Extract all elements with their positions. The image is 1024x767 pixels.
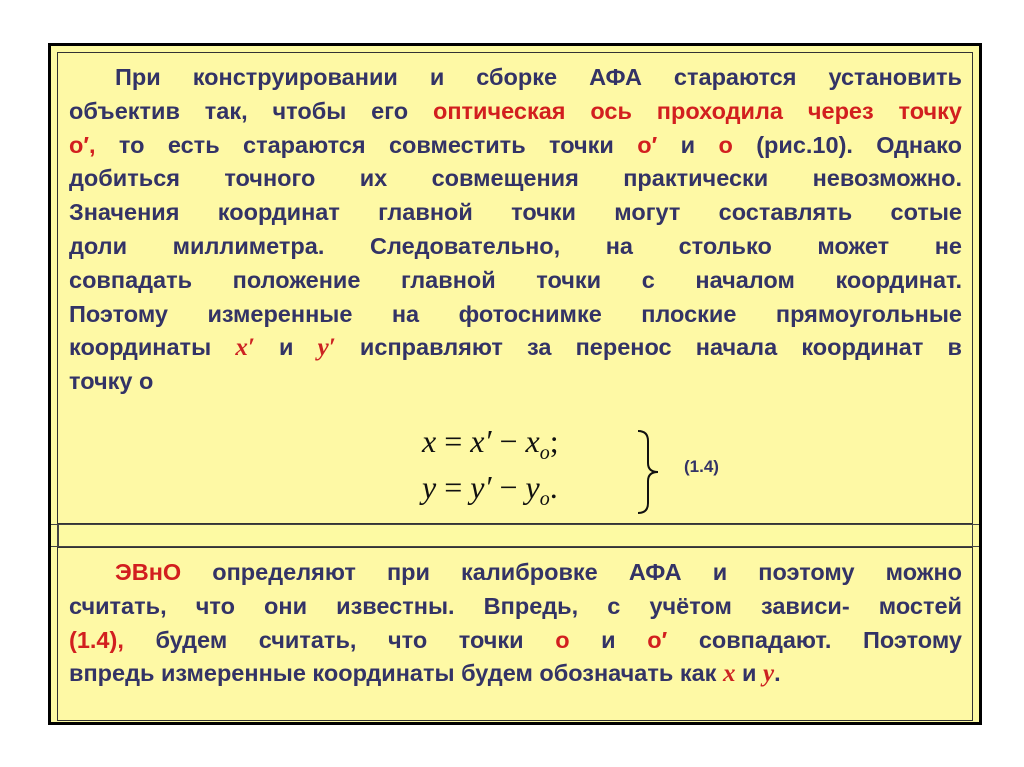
p1-text: (рис.10). Однако: [732, 131, 962, 158]
equation-number: (1.4): [684, 457, 719, 476]
p1-line-10: точку о: [69, 368, 154, 395]
formula-subscript: o: [539, 488, 550, 510]
var-x-prime: x′: [235, 334, 255, 362]
highlight-optical-axis: оптическая ось проходила через точку: [432, 97, 962, 124]
formula-subscript: o: [539, 442, 550, 464]
formula-symbol: −: [491, 469, 526, 505]
p1-text: объектив так, чтобы его: [69, 97, 433, 124]
p2-text: будем считать, что точки: [123, 626, 556, 653]
p1-line-6: доли миллиметра. Следовательно, на столько может не: [69, 232, 962, 259]
formula-symbol: =: [436, 423, 471, 459]
paragraph-2: [69, 556, 962, 691]
p1-line-8: Поэтому измеренные на фотоснимке плоские прямоугольные: [69, 300, 962, 327]
p1-text: то есть стараются совместить точки: [95, 131, 638, 158]
p2-line-4: [69, 657, 962, 691]
p1-text: исправляют за перенос начала координат в: [335, 334, 962, 361]
p2-line-2: считать, что они известны. Впредь, с учётом зависи- мостей: [69, 592, 962, 619]
p1-text: и: [657, 131, 719, 158]
highlight-point-o-prime: о′: [647, 626, 668, 653]
right-brace-icon: [634, 429, 664, 515]
p2-text: и: [569, 626, 648, 653]
highlight-point-o: о: [718, 131, 733, 158]
p2-text: совпадают. Поэтому: [667, 626, 962, 653]
p2-line-1: [69, 556, 962, 590]
formula-symbol: x: [422, 423, 437, 459]
p1-text: координаты: [69, 334, 236, 361]
formula-1-4: [422, 423, 742, 523]
var-x: x: [722, 660, 736, 688]
bottom-text-panel: [57, 547, 973, 721]
p2-text: определяют при калибровке АФА и поэтому можно: [181, 559, 962, 585]
p2-text: .: [774, 660, 781, 687]
formula-row-x: [422, 423, 559, 465]
highlight-point-o-prime: о′,: [69, 131, 96, 158]
p1-line-5: Значения координат главной точки могут составлять сотые: [69, 199, 962, 226]
formula-symbol: =: [436, 469, 471, 505]
p1-line-3: [69, 129, 962, 163]
highlight-point-o-prime: о′: [637, 131, 658, 158]
var-y: y: [763, 660, 775, 688]
highlight-eq-ref: (1.4),: [69, 626, 124, 653]
formula-row-y: [422, 469, 558, 511]
formula-symbol: −: [491, 423, 526, 459]
divider-tick: [57, 525, 59, 546]
var-y-prime: y′: [317, 334, 336, 362]
formula-symbol: y′: [470, 469, 492, 505]
top-text-panel: [57, 52, 973, 524]
p1-line-9: [69, 331, 962, 365]
formula-symbol: y: [525, 469, 540, 505]
p1-line-1: При конструировании и сборке АФА стараются установить: [115, 64, 962, 90]
p2-text: и: [735, 660, 763, 687]
formula-symbol: ;: [549, 423, 559, 459]
divider-tick: [972, 525, 974, 546]
p1-line-7: совпадать положение главной точки с началом координат.: [69, 266, 962, 293]
panel-divider: [51, 524, 979, 547]
highlight-evno: ЭВнО: [115, 559, 182, 585]
formula-symbol: .: [549, 469, 558, 505]
highlight-point-o: о: [555, 626, 570, 653]
paragraph-1: [69, 61, 962, 399]
p2-line-3: [69, 624, 962, 658]
formula-symbol: y: [422, 469, 437, 505]
p1-line-2: [69, 95, 962, 129]
formula-symbol: x: [525, 423, 540, 459]
p2-text: впредь измеренные координаты будем обозначать как: [69, 660, 723, 687]
p1-text: и: [254, 334, 318, 361]
slide-frame: [48, 43, 982, 725]
formula-symbol: x′: [470, 423, 492, 459]
p1-line-4: добиться точного их совмещения практически невозможно.: [69, 165, 962, 192]
